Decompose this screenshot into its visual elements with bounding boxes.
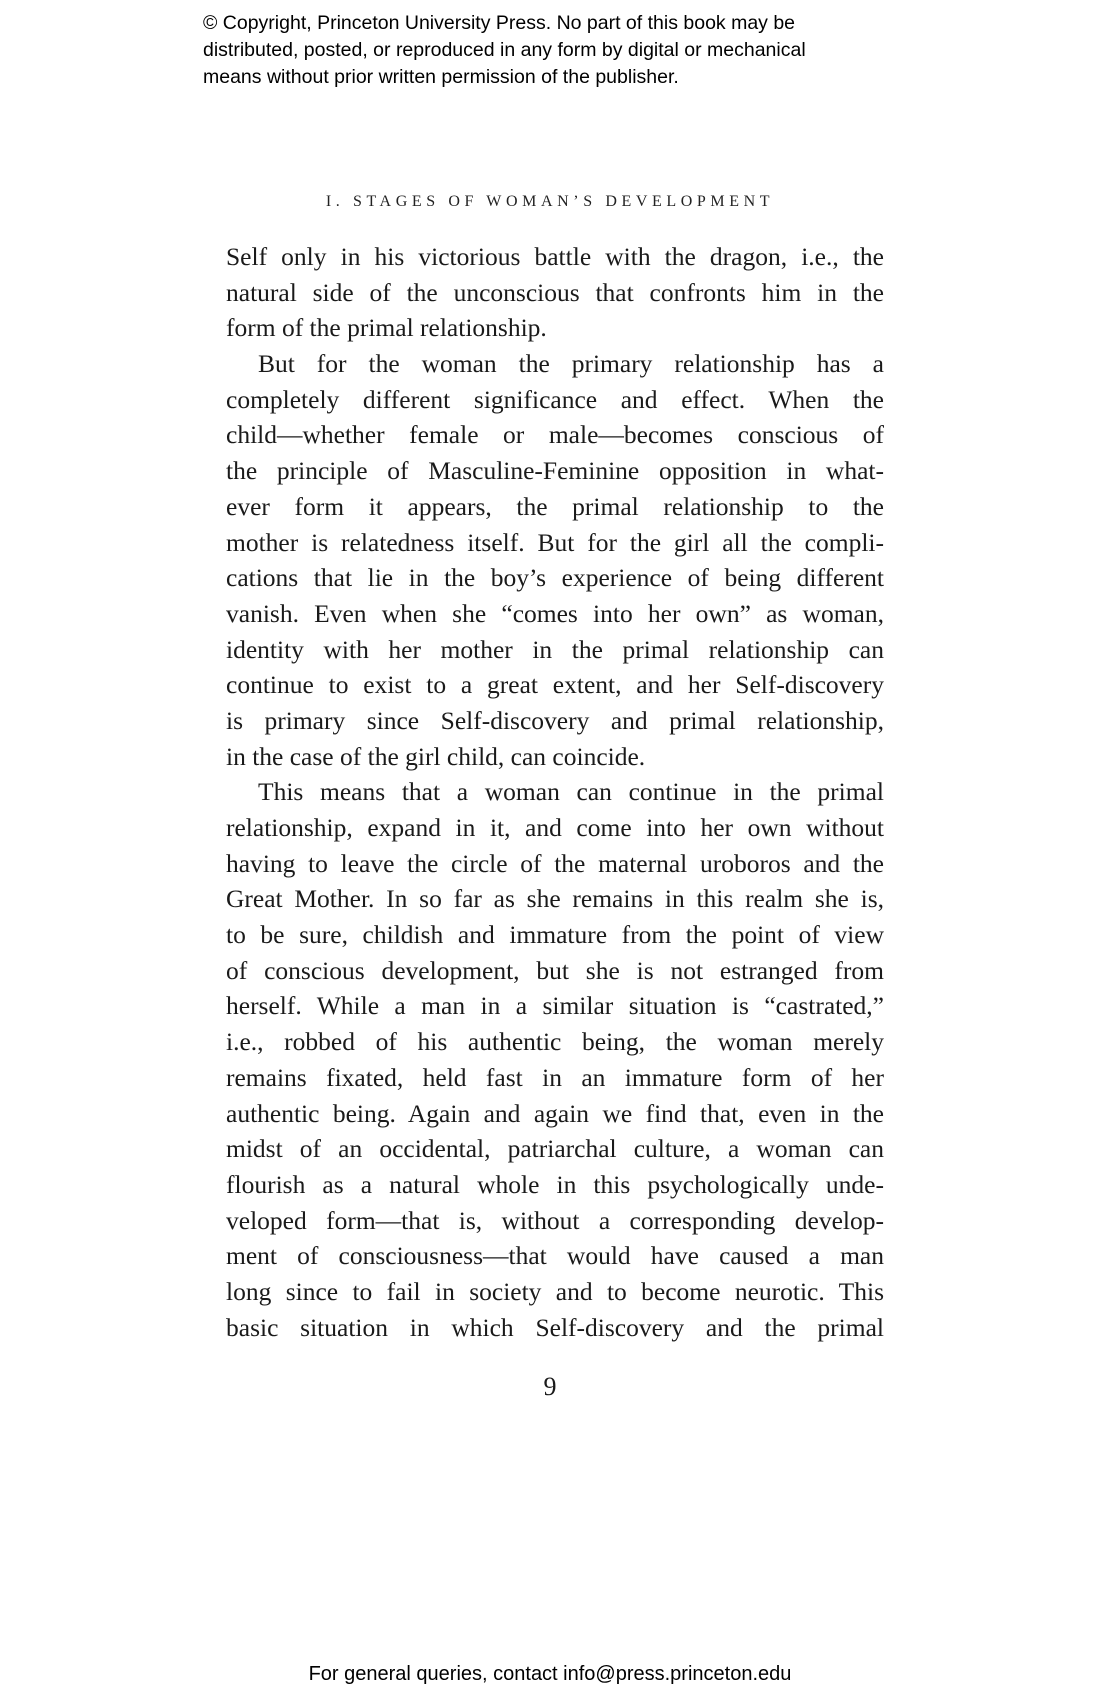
text-line: veloped form—that is, without a corresponding develop- (226, 1205, 884, 1235)
copyright-line: © Copyright, Princeton University Press. No part of this book may be (203, 12, 796, 34)
text-line: natural side of the unconscious that confronts him in the (226, 277, 884, 307)
footer-contact: For general queries, contact info@press.princeton.edu (308, 1663, 792, 1685)
text-line: flourish as a natural whole in this psychologically unde- (226, 1169, 884, 1199)
copyright-notice (203, 10, 923, 91)
text-line: This means that a woman can continue in the primal (258, 777, 884, 807)
text-line: the principle of Masculine-Feminine opposition in what- (226, 456, 884, 486)
text-line: relationship, expand in it, and come into her own without (226, 813, 884, 842)
text-line: child—whether female or male—becomes conscious of (226, 420, 884, 450)
text-line: identity with her mother in the primal relationship can (226, 634, 884, 664)
text-line: basic situation in which Self-discovery and the primal (226, 1312, 884, 1342)
text-line: vanish. Even when she “comes into her own” as woman, (226, 598, 884, 628)
text-line: i.e., robbed of his authentic being, the woman merely (226, 1027, 884, 1057)
text-line: of conscious development, but she is not estranged from (226, 955, 884, 985)
text-line: form of the primal relationship. (226, 313, 547, 343)
text-line: having to leave the circle of the maternal uroboros and the (226, 848, 884, 878)
copyright-line: means without prior written permission of the publisher. (203, 66, 679, 88)
text-line: to be sure, childish and immature from the point of view (226, 920, 884, 950)
text-line: ment of consciousness—that would have caused a man (226, 1241, 884, 1271)
text-line: Self only in his victorious battle with the dragon, i.e., the (226, 242, 884, 271)
text-line: authentic being. Again and again we find that, even in the (226, 1098, 884, 1128)
text-line: long since to fail in society and to become neurotic. This (226, 1276, 884, 1306)
running-head: I. STAGES OF WOMAN’S DEVELOPMENT (325, 193, 775, 210)
page-number: 9 (543, 1372, 557, 1401)
text-line: Great Mother. In so far as she remains in this realm she is, (226, 884, 884, 914)
text-line: ever form it appears, the primal relationship to the (226, 491, 884, 521)
text-line: herself. While a man in a similar situation is “castrated,” (226, 991, 884, 1021)
text-line: remains fixated, held fast in an immature form of her (226, 1062, 884, 1092)
copyright-line: distributed, posted, or reproduced in any form by digital or mechanical (203, 39, 806, 61)
text-line: midst of an occidental, patriarchal culture, a woman can (226, 1134, 884, 1164)
text-line: But for the woman the primary relationship has a (258, 349, 884, 379)
text-line: is primary since Self-discovery and primal relationship, (226, 705, 884, 735)
text-line: completely different significance and effect. When the (226, 384, 884, 414)
text-line: cations that lie in the boy’s experience of being different (226, 563, 884, 593)
body-text (226, 239, 884, 1345)
text-line: in the case of the girl child, can coincide. (226, 741, 646, 771)
text-line: continue to exist to a great extent, and her Self-discovery (226, 670, 884, 700)
text-line: mother is relatedness itself. But for the girl all the compli- (226, 527, 884, 557)
